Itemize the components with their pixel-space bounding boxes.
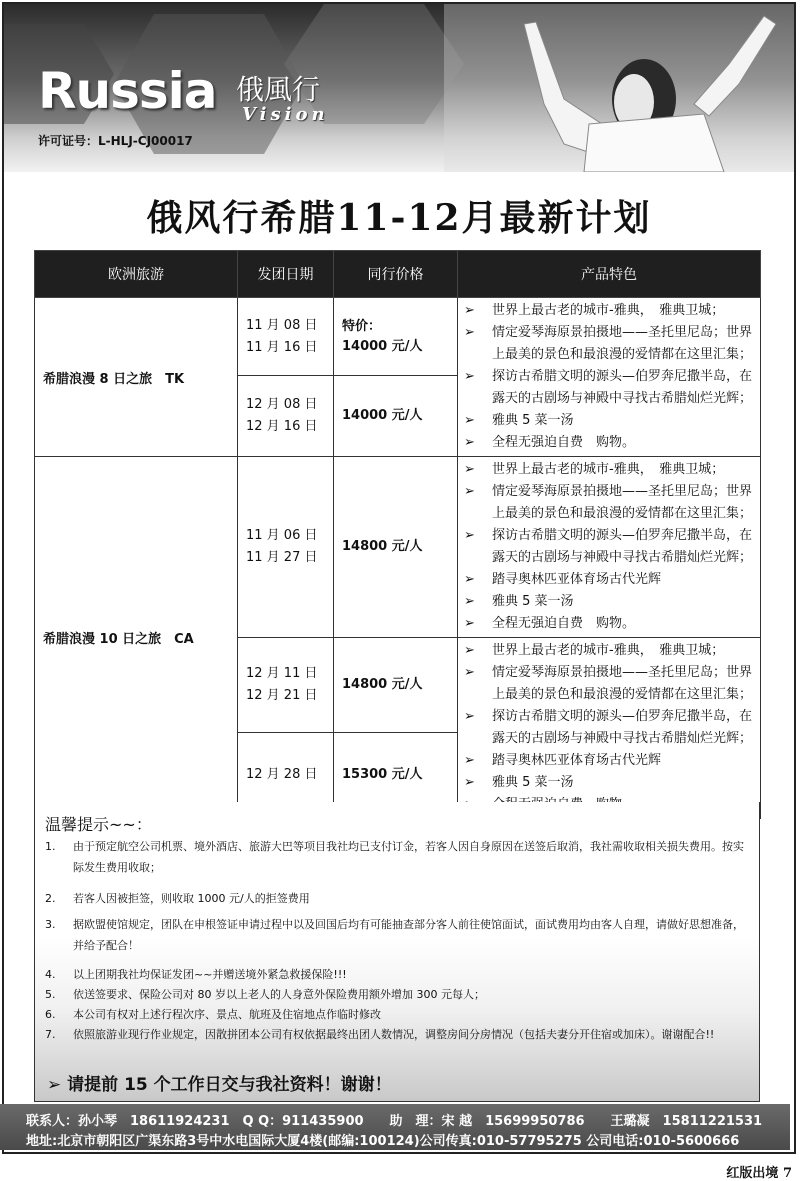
arrow-bullet-icon: ➢ bbox=[47, 1075, 68, 1095]
brand-logo-chinese: 俄風行 bbox=[236, 73, 321, 106]
feature-list-cell bbox=[458, 298, 761, 457]
arrow-bullet-icon: ➢ bbox=[464, 753, 475, 768]
departure-date: 12 月 08 日 bbox=[246, 397, 318, 413]
tip-item: 1. 由于预定航空公司机票、境外酒店、旅游大巴等项目我社均已支付订金，若客人因自身原因在送签后取消，我社需收取相关损失费用。按实际发生费用收取； bbox=[45, 840, 744, 874]
tour-plan-table bbox=[34, 250, 761, 819]
departure-dates bbox=[238, 457, 334, 638]
list-item: ➢ 情定爱琴海原景拍摄地——圣托里尼岛；世界上最美的景色和最浪漫的爱情都在这里汇集； bbox=[464, 322, 756, 366]
tips-section bbox=[34, 802, 760, 1102]
price-value: 15300 元/人 bbox=[342, 767, 423, 783]
departure-date: 12 月 28 日 bbox=[246, 767, 318, 783]
tour-name: 希腊浪漫 10 日之旅 CA bbox=[35, 457, 238, 819]
list-item: ➢ 全程无强迫自费 购物。 bbox=[464, 613, 756, 635]
list-item: ➢ 探访古希腊文明的源头—伯罗奔尼撒半岛，在露天的古剧场与神殿中寻找古希腊灿烂光辉； bbox=[464, 706, 756, 750]
feature-list bbox=[464, 300, 756, 454]
departure-date: 12 月 21 日 bbox=[246, 687, 318, 703]
departure-dates bbox=[238, 376, 334, 457]
arrow-bullet-icon: ➢ bbox=[464, 528, 475, 543]
brand-logo-tagline: Vision bbox=[242, 104, 329, 125]
arrow-bullet-icon: ➢ bbox=[464, 709, 475, 724]
price-value: 14000 元/人 bbox=[342, 408, 423, 424]
price-label: 特价： bbox=[342, 318, 382, 334]
list-item: ➢ 探访古希腊文明的源头—伯罗奔尼撒半岛，在露天的古剧场与神殿中寻找古希腊灿烂光辉； bbox=[464, 366, 756, 410]
list-item: ➢ 世界上最古老的城市-雅典， 雅典卫城； bbox=[464, 640, 756, 662]
arrow-bullet-icon: ➢ bbox=[464, 616, 475, 631]
departure-date: 12 月 16 日 bbox=[246, 419, 318, 435]
departure-dates bbox=[238, 638, 334, 733]
price-cell bbox=[334, 298, 458, 376]
column-header-features: 产品特色 bbox=[458, 251, 761, 298]
arrow-bullet-icon: ➢ bbox=[464, 665, 475, 680]
tip-item: 2. 若客人因被拒签，则收取 1000 元/人的拒签费用 bbox=[45, 892, 310, 905]
list-item: ➢ 雅典 5 菜一汤 bbox=[464, 772, 756, 794]
page-footer: 红版出境 7 bbox=[726, 1166, 792, 1181]
arrow-bullet-icon: ➢ bbox=[464, 303, 475, 318]
feature-list-cell bbox=[458, 457, 761, 638]
departure-date: 11 月 16 日 bbox=[246, 339, 318, 355]
tip-item: 6. 本公司有权对上述行程次序、景点、航班及住宿地点作临时修改 bbox=[45, 1008, 381, 1021]
arrow-bullet-icon: ➢ bbox=[464, 594, 475, 609]
list-item: ➢ 全程无强迫自费 购物。 bbox=[464, 432, 756, 454]
tip-item: 5. 依送签要求、保险公司对 80 岁以上老人的人身意外保险费用额外增加 300 元每人； bbox=[45, 988, 485, 1001]
departure-date: 12 月 11 日 bbox=[246, 665, 318, 681]
column-header-tour: 欧洲旅游 bbox=[35, 251, 238, 298]
price-cell bbox=[334, 457, 458, 638]
arrow-bullet-icon: ➢ bbox=[464, 572, 475, 587]
feature-list-cell bbox=[458, 638, 761, 819]
arrow-bullet-icon: ➢ bbox=[464, 435, 475, 450]
list-item: ➢ 踏寻奥林匹亚体育场古代光辉 bbox=[464, 569, 756, 591]
page-title: 俄风行希腊11-12月最新计划 bbox=[146, 197, 652, 239]
column-header-price: 同行价格 bbox=[334, 251, 458, 298]
contact-line: 联系人：孙小琴 18611924231 Q Q：911435900 助 理：宋 越 15699950786 王璐凝 15811221531 bbox=[26, 1114, 763, 1129]
price-cell bbox=[334, 638, 458, 733]
arrow-bullet-icon: ➢ bbox=[464, 369, 475, 384]
list-item: ➢ 雅典 5 菜一汤 bbox=[464, 410, 756, 432]
list-item: ➢ 踏寻奥林匹亚体育场古代光辉 bbox=[464, 750, 756, 772]
arrow-bullet-icon: ➢ bbox=[464, 484, 475, 499]
price-value: 14000 元/人 bbox=[342, 338, 423, 354]
arrow-bullet-icon: ➢ bbox=[464, 413, 475, 428]
tip-item: 7. 依照旅游业现行作业规定，因散拼团本公司有权依据最终出团人数情况，调整房间分房情况（包括夫妻分开住宿或加床）。谢谢配合!! bbox=[45, 1028, 715, 1041]
arrow-bullet-icon: ➢ bbox=[464, 775, 475, 790]
list-item: ➢ 探访古希腊文明的源头—伯罗奔尼撒半岛，在露天的古剧场与神殿中寻找古希腊灿烂光辉； bbox=[464, 525, 756, 569]
feature-list bbox=[464, 459, 756, 635]
price-value: 14800 元/人 bbox=[342, 539, 423, 554]
table-row bbox=[35, 298, 761, 376]
column-header-dates: 发团日期 bbox=[238, 251, 334, 298]
submit-reminder: ➢ 请提前 15 个工作日交与我社资料！谢谢！ bbox=[47, 1075, 392, 1095]
price-cell bbox=[334, 376, 458, 457]
license-number: 许可证号：L-HLJ-CJ00017 bbox=[38, 134, 193, 148]
list-item: ➢ 雅典 5 菜一汤 bbox=[464, 591, 756, 613]
arrow-bullet-icon: ➢ bbox=[464, 462, 475, 477]
header-banner bbox=[4, 4, 794, 172]
brand-logo-text: Russia bbox=[38, 62, 217, 120]
list-item: ➢ 世界上最古老的城市-雅典， 雅典卫城； bbox=[464, 459, 756, 481]
table-header-row bbox=[35, 251, 761, 298]
contact-bar bbox=[0, 1104, 790, 1150]
table-row bbox=[35, 457, 761, 638]
list-item: ➢ 世界上最古老的城市-雅典， 雅典卫城； bbox=[464, 300, 756, 322]
list-item: ➢ 情定爱琴海原景拍摄地——圣托里尼岛；世界上最美的景色和最浪漫的爱情都在这里汇集； bbox=[464, 662, 756, 706]
departure-date: 11 月 27 日 bbox=[246, 550, 318, 565]
departure-dates bbox=[238, 298, 334, 376]
address-line: 地址:北京市朝阳区广渠东路3号中水电国际大厦4楼(邮编:100124)公司传真:010-57795275 公司电话:010-5600666 bbox=[26, 1134, 740, 1149]
price-value: 14800 元/人 bbox=[342, 676, 423, 692]
tip-item: 3. 据欧盟使馆规定，团队在申根签证申请过程中以及回国后均有可能抽查部分客人前往使馆面试，面试费用均由客人自理，请做好思想准备，并给予配合！ bbox=[45, 918, 744, 952]
feature-list bbox=[464, 640, 756, 816]
departure-date: 11 月 06 日 bbox=[246, 528, 318, 543]
tip-item: 4. 以上团期我社均保证发团~~并赠送境外紧急救援保险!!! bbox=[45, 968, 347, 981]
departure-date: 11 月 08 日 bbox=[246, 317, 318, 333]
arrow-bullet-icon: ➢ bbox=[464, 325, 475, 340]
list-item: ➢ 情定爱琴海原景拍摄地——圣托里尼岛；世界上最美的景色和最浪漫的爱情都在这里汇集； bbox=[464, 481, 756, 525]
tips-title: 温馨提示~~： bbox=[45, 815, 152, 834]
arrow-bullet-icon: ➢ bbox=[464, 643, 475, 658]
tour-name: 希腊浪漫 8 日之旅 TK bbox=[35, 298, 238, 457]
